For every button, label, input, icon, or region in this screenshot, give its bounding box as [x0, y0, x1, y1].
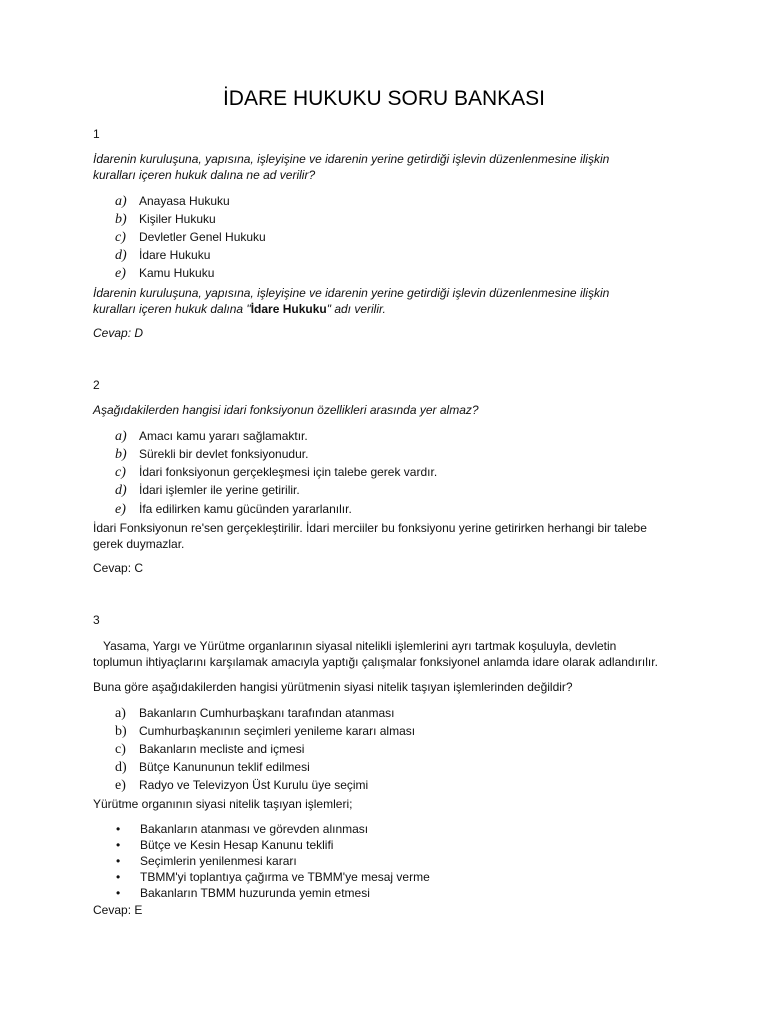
option-text: Devletler Genel Hukuku	[139, 230, 266, 244]
option-letter: a)	[115, 706, 126, 721]
option-letter: d)	[115, 248, 127, 263]
question-2-number: 2	[93, 378, 100, 392]
question-2-option-a	[115, 429, 308, 445]
bullet-icon: •	[116, 854, 121, 868]
question-3-option-d	[115, 760, 310, 776]
option-text: Cumhurbaşkanının seçimleri yenileme kararı alması	[139, 724, 416, 738]
bullet-item	[116, 886, 370, 900]
question-1-option-c	[115, 230, 266, 246]
question-1-answer: Cevap: D	[93, 326, 144, 340]
option-text: Anayasa Hukuku	[139, 194, 230, 208]
option-letter: a)	[115, 194, 127, 209]
question-3-answer: Cevap: E	[93, 903, 143, 917]
option-letter: b)	[115, 447, 127, 462]
option-letter: c)	[115, 230, 126, 245]
option-letter: e)	[115, 266, 126, 281]
question-2-explanation: İdari Fonksiyonun re'sen gerçekleştirilir. İdari merciiler bu fonksiyonu yerine getirirken herhangi bir talebe gerek duymazlar.	[93, 521, 647, 551]
question-3-option-a	[115, 706, 394, 722]
bullet-icon: •	[116, 838, 121, 852]
option-letter: e)	[115, 778, 126, 793]
option-text: Amacı kamu yararı sağlamaktır.	[139, 429, 308, 443]
question-2-option-c	[115, 465, 437, 481]
question-3-option-e	[115, 778, 368, 794]
bullet-text: Bakanların atanması ve görevden alınması	[140, 822, 369, 836]
bullet-text: Bakanların TBMM huzurunda yemin etmesi	[140, 886, 370, 900]
option-letter: d)	[115, 760, 127, 775]
question-3-option-c	[115, 742, 304, 758]
question-2-answer: Cevap: C	[93, 561, 144, 575]
question-1-explanation	[93, 285, 653, 317]
question-1-option-a	[115, 194, 230, 210]
option-letter: e)	[115, 502, 126, 517]
option-text: Bütçe Kanununun teklif edilmesi	[139, 760, 310, 774]
option-text: İdare Hukuku	[139, 248, 211, 262]
option-letter: a)	[115, 429, 127, 444]
bullet-item	[116, 822, 368, 836]
option-text: Bakanların mecliste and içmesi	[139, 742, 305, 756]
bullet-item	[116, 838, 333, 852]
option-text: Sürekli bir devlet fonksiyonudur.	[139, 447, 309, 461]
option-text: Bakanların Cumhurbaşkanı tarafından atanması	[139, 706, 395, 720]
option-letter: c)	[115, 742, 126, 757]
question-1-option-d	[115, 248, 210, 264]
option-text: İfa edilirken kamu gücünden yararlanılır.	[139, 502, 352, 516]
question-2-option-b	[115, 447, 308, 463]
question-2-text: Aşağıdakilerden hangisi idari fonksiyonun özellikleri arasında yer almaz?	[93, 403, 479, 417]
question-1-number: 1	[93, 127, 100, 141]
option-letter: d)	[115, 483, 127, 498]
bullet-item	[116, 854, 297, 868]
question-2-option-d	[115, 483, 300, 499]
explanation-text: " adı verilir.	[326, 302, 386, 316]
question-3-number: 3	[93, 613, 100, 627]
bullet-text: Bütçe ve Kesin Hesap Kanunu teklifi	[140, 838, 334, 852]
option-text: Kişiler Hukuku	[139, 212, 216, 226]
question-3-explanation: Yürütme organının siyasi nitelik taşıyan işlemleri;	[93, 797, 353, 811]
bullet-icon: •	[116, 822, 121, 836]
question-3-option-b	[115, 724, 415, 740]
bullet-text: TBMM'yi toplantıya çağırma ve TBMM'ye mesaj verme	[140, 870, 430, 884]
question-1-option-e	[115, 266, 214, 282]
explanation-text: İdarenin kuruluşuna, yapısına, işleyişine ve idarenin yerine getirdiği işlevin düzenlenmesine ilişkin kuralları içeren hukuk dalına "	[93, 286, 610, 316]
option-letter: c)	[115, 465, 126, 480]
question-2-option-e	[115, 502, 352, 518]
option-text: Radyo ve Televizyon Üst Kurulu üye seçimi	[139, 778, 369, 792]
explanation-highlight: İdare Hukuku	[250, 302, 327, 316]
bullet-item	[116, 870, 430, 884]
bullet-text: Seçimlerin yenilenmesi kararı	[140, 854, 297, 868]
option-text: İdari fonksiyonun gerçekleşmesi için talebe gerek vardır.	[139, 465, 438, 479]
option-text: İdari işlemler ile yerine getirilir.	[139, 483, 300, 497]
question-1-text: İdarenin kuruluşuna, yapısına, işleyişine ve idarenin yerine getirdiği işlevin düzenlenmesine ilişkin kuralları içeren hukuk dalına ne ad verilir?	[93, 152, 610, 182]
question-3-text: Buna göre aşağıdakilerden hangisi yürütmenin siyasi nitelik taşıyan işlemlerinden değildir?	[93, 680, 573, 694]
option-text: Kamu Hukuku	[139, 266, 215, 280]
bullet-icon: •	[116, 870, 121, 884]
document-title: İDARE HUKUKU SORU BANKASI	[222, 87, 546, 110]
question-1-option-b	[115, 212, 216, 228]
bullet-icon: •	[116, 886, 121, 900]
option-letter: b)	[115, 212, 127, 227]
question-3-intro: Yasama, Yargı ve Yürütme organlarının siyasal nitelikli işlemlerini ayrı tartmak koşuluyla, devletin toplumun ihtiyaçlarını karşılamak amacıyla yaptığı çalışmalar fonksiyonel anlamda idare olarak adlandırılır.	[93, 639, 658, 669]
option-letter: b)	[115, 724, 127, 739]
